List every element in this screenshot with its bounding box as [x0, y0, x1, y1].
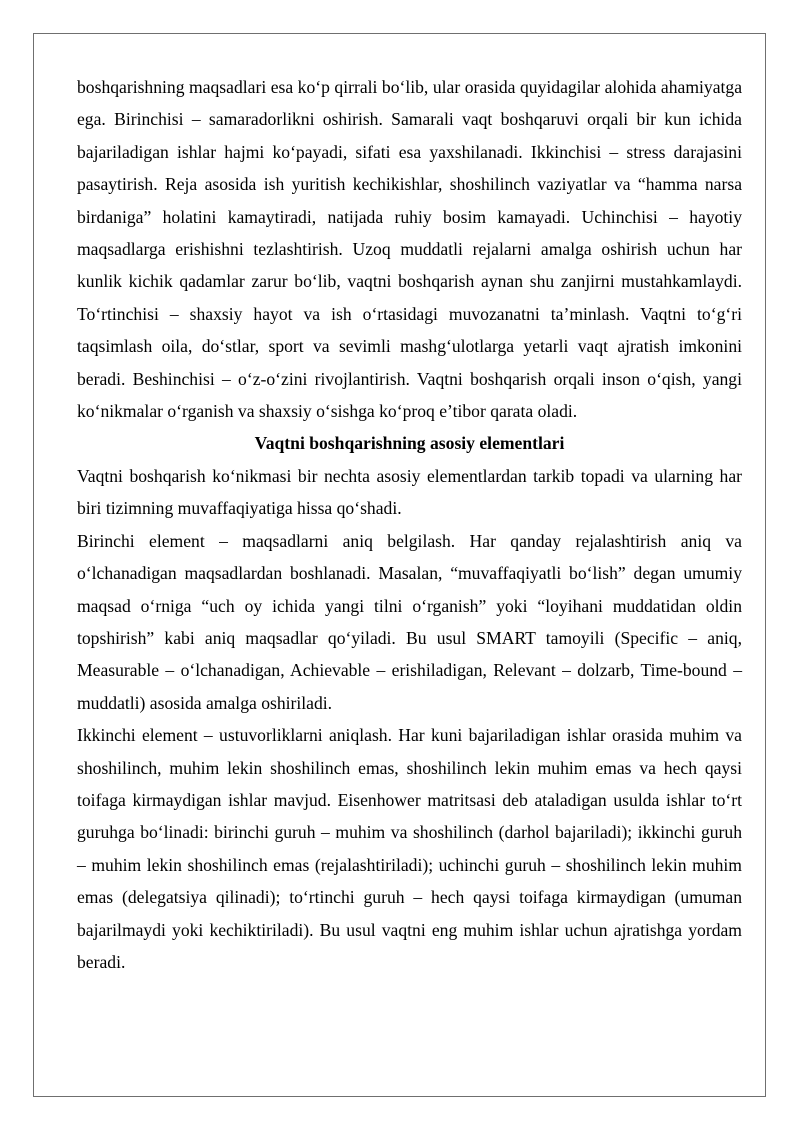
first-element-paragraph: Birinchi element – maqsadlarni aniq belgilash. Har qanday rejalashtirish aniq va o‘lchanadigan maqsadlardan boshlanadi. Masalan, “muvaffaqiyatli bo‘lish” degan umumiy maqsad o‘rniga “uch oy ichida yangi tilni o‘rganish” yoki “loyihani muddatidan oldin topshirish” kabi aniq maqsadlar qo‘yiladi. Bu usul SMART tamoyili (Specific – aniq, Measurable – o‘lchanadigan, Achievable – erishiladigan, Relevant – dolzarb, Time-bound – muddatli) asosida amalga oshiriladi. [77, 530, 742, 713]
elements-paragraph: Vaqtni boshqarish ko‘nikmasi bir nechta asosiy elementlardan tarkib topadi va ularning har biri tizimning muvaffaqiyatiga hissa qo‘shadi. [77, 465, 742, 519]
document-body [77, 71, 742, 978]
intro-paragraph: boshqarishning maqsadlari esa ko‘p qirrali bo‘lib, ular orasida quyidagilar alohida ahamiyatga ega. Birinchisi – samaradorlikni oshirish. Samarali vaqt boshqaruvi orqali bir kun ichida bajariladigan ishlar hajmi ko‘payadi, sifati esa yaxshilanadi. Ikkinchisi – stress darajasini pasaytirish. Reja asosida ish yuritish kechikishlar, shoshilinch vaziyatlar va “hamma narsa birdaniga” holatini kamaytiradi, natijada ruhiy bosim kamayadi. Uchinchisi – hayotiy maqsadlarga erishishni tezlashtirish. Uzoq muddatli rejalarni amalga oshirish uchun har kunlik kichik qadamlar zarur bo‘lib, vaqtni boshqarish aynan shu zanjirni mustahkamlaydi. To‘rtinchisi – shaxsiy hayot va ish o‘rtasidagi muvozanatni ta’minlash. Vaqtni to‘g‘ri taqsimlash oila, do‘stlar, sport va sevimli mashg‘ulotlarga yetarli vaqt ajratish imkonini beradi. Beshinchisi – o‘z-o‘zini rivojlantirish. Vaqtni boshqarish orqali inson o‘qish, yangi ko‘nikmalar o‘rganish va shaxsiy o‘sishga ko‘proq e’tibor qarata oladi. [77, 77, 742, 422]
section-heading: Vaqtni boshqarishning asosiy elementlari [254, 433, 565, 454]
second-element-paragraph: Ikkinchi element – ustuvorliklarni aniqlash. Har kuni bajariladigan ishlar orasida muhim va shoshilinch, muhim lekin shoshilinch emas, shoshilinch lekin muhim emas va hech qaysi toifaga kirmaydigan ishlar mavjud. Eisenhower matritsasi deb ataladigan usulda ishlar to‘rt guruhga bo‘linadi: birinchi guruh – muhim va shoshilinch (darhol bajariladi); ikkinchi guruh – muhim lekin shoshilinch emas (rejalashtiriladi); uchinchi guruh – shoshilinch lekin muhim emas (delegatsiya qilinadi); to‘rtinchi guruh – hech qaysi toifaga kirmaydigan (umuman bajarilmaydi yoki kechiktiriladi). Bu usul vaqtni eng muhim ishlar uchun ajratishga yordam beradi. [77, 725, 742, 972]
